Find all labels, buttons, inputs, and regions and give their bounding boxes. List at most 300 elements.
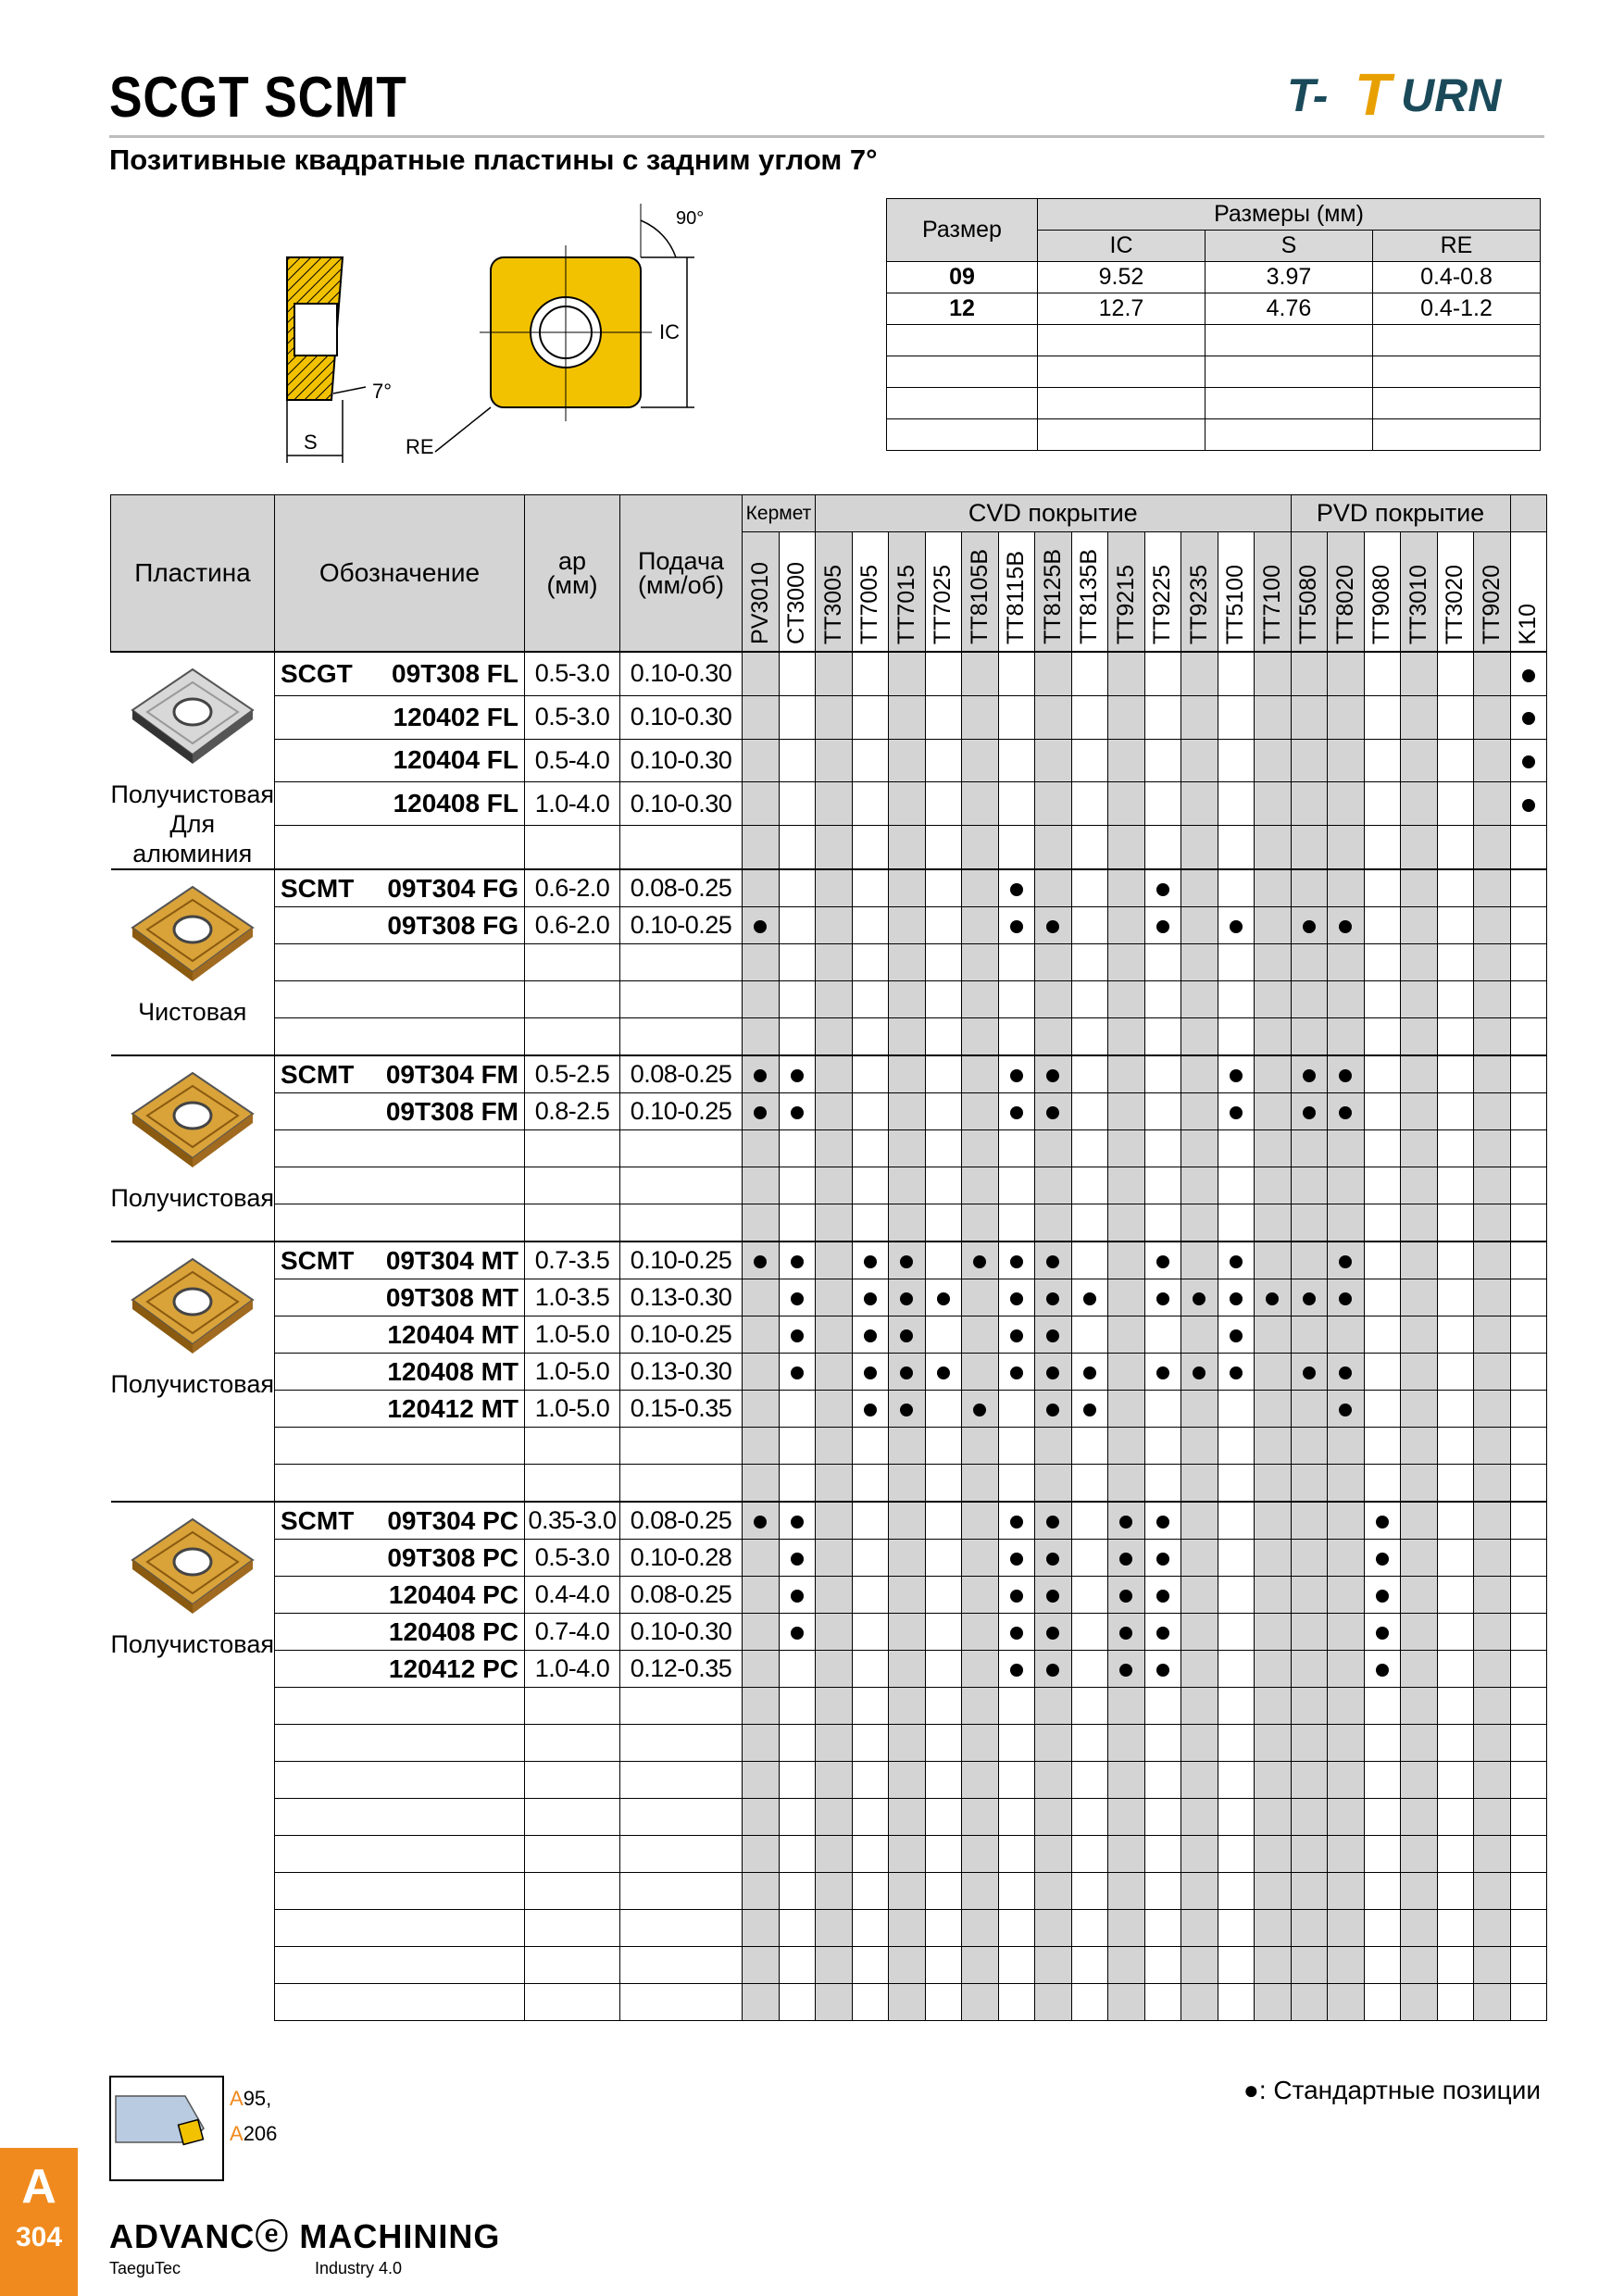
designation-code[interactable]: 120408 MT [387,1356,518,1386]
designation-cell [275,1204,525,1242]
designation-code[interactable]: 120412 PC [388,1653,518,1683]
ap-cell: 1.0-3.5 [525,1279,620,1316]
grade-cell [1144,739,1181,782]
grade-cell [1328,1836,1365,1873]
designation-cell [275,1577,525,1614]
grade-cell [925,1279,962,1316]
grade-cell [1255,1428,1292,1465]
standard-dot-icon [1156,1516,1169,1529]
table-row [111,1947,1547,1984]
grade-cell [962,1799,999,1836]
grade-cell [779,1688,816,1725]
grade-cell [1437,1947,1474,1984]
grade-cell [1035,1465,1072,1503]
table-row [111,652,1547,695]
standard-dot-icon [791,1553,804,1566]
standard-dot-icon [1376,1553,1389,1566]
table-row [111,944,1547,981]
dim-row-ic: 9.52 [1038,262,1206,293]
grade-cell [962,1055,999,1093]
grade-cell [852,1316,889,1354]
dim-col-s: S [1206,231,1373,262]
grade-cell [998,1167,1035,1204]
grade-cell [1181,826,1218,869]
designation-code[interactable]: 09T304 FM [385,1059,518,1089]
grade-cell [1401,1204,1438,1242]
grade-cell [1364,1836,1401,1873]
grade-cell [925,1130,962,1167]
standard-dot-icon [1083,1366,1096,1379]
grade-cell [1401,1354,1438,1391]
grade-cell [1218,826,1255,869]
grade-cell [1328,1651,1365,1688]
grade-cell [1181,1354,1218,1391]
grade-cell [1474,1577,1511,1614]
grade-cell [1071,1577,1108,1614]
standard-dot-icon [791,1329,804,1342]
grade-cell [779,1242,816,1279]
grade-cell [1218,1799,1255,1836]
grade-cell [816,1093,853,1130]
grade-cell [962,695,999,739]
grade-cell [1218,981,1255,1018]
grade-cell [925,826,962,869]
grade-cell [743,1651,780,1688]
grade-cell [1144,1055,1181,1093]
designation-cell [275,1242,525,1279]
grade-label: TT7100 [1258,564,1285,644]
grade-cell [889,652,926,695]
designation-code[interactable]: 09T308 MT [385,1282,518,1312]
standard-dot-icon [1010,1106,1023,1119]
designation-code[interactable]: 09T308 FL [392,658,518,688]
insert-photo-icon [123,662,262,773]
grade-cell [1255,1018,1292,1056]
grade-cell [1255,1725,1292,1762]
brand-right-text: Industry 4.0 [315,2259,403,2277]
grade-cell [779,1651,816,1688]
grade-cell [925,1614,962,1651]
grade-cell [779,1391,816,1428]
standard-dot-icon [1010,1292,1023,1305]
grade-cell [852,652,889,695]
grade-cell [852,1651,889,1688]
grade-cell [962,1910,999,1947]
grade-cell [1474,695,1511,739]
grade-label: TT8105B [966,549,993,644]
grade-cell [1255,1984,1292,2021]
designation-code[interactable]: 09T304 FG [387,873,518,903]
grade-cell [1218,1465,1255,1503]
feed-cell: 0.12-0.35 [620,1651,743,1688]
grade-cell [1364,1279,1401,1316]
grade-cell [1144,1428,1181,1465]
grade-header [925,532,962,653]
feed-cell: 0.10-0.30 [620,739,743,782]
grade-cell [1144,1391,1181,1428]
grade-cell [1328,1799,1365,1836]
designation-code[interactable]: 09T308 FG [387,910,518,940]
grade-cell [925,1651,962,1688]
grade-cell [1510,1204,1547,1242]
grade-cell [889,1910,926,1947]
grade-cell [1328,981,1365,1018]
designation-code[interactable]: 09T308 PC [387,1542,518,1572]
grade-cell [1364,1577,1401,1614]
grade-cell [1108,1465,1145,1503]
grade-cell [1401,981,1438,1018]
grade-cell [1364,1502,1401,1540]
grade-cell [852,1502,889,1540]
grade-cell [1437,907,1474,944]
grade-header [1071,532,1108,653]
grade-cell [1401,695,1438,739]
grade-cell [1401,1428,1438,1465]
grade-cell [852,1984,889,2021]
grade-cell [1437,1688,1474,1725]
grade-cell [889,869,926,907]
ref-number[interactable]: 95, [243,2087,272,2110]
grade-cell [1255,739,1292,782]
ap-cell [525,981,620,1018]
grade-cell [1181,1316,1218,1354]
table-row [111,907,1547,944]
ap-cell: 1.0-5.0 [525,1316,620,1354]
grade-cell [1401,1836,1438,1873]
designation-code[interactable]: 120404 FL [393,745,518,775]
grade-cell [1181,1873,1218,1910]
grade-cell [1364,1167,1401,1204]
designation-code[interactable]: 120404 MT [387,1319,518,1349]
toolholder-reference-icon [109,2076,224,2181]
grade-cell [1401,1651,1438,1688]
standard-dot-icon [1046,920,1059,933]
grade-cell [1108,907,1145,944]
grade-cell [1218,695,1255,739]
grade-cell [1218,1354,1255,1391]
grade-cell [1474,1984,1511,2021]
grade-cell [1474,826,1511,869]
grade-cell [1071,1242,1108,1279]
standard-dot-icon [1046,1590,1059,1603]
insert-image-cell [111,1055,275,1242]
insert-type-line: Получистовая [110,780,274,808]
grade-cell [1510,1984,1547,2021]
grade-cell [1328,907,1365,944]
grade-cell [852,1279,889,1316]
page-title: SCGT SCMT [109,66,407,130]
grade-cell [1328,1465,1365,1503]
feed-cell [620,1873,743,1910]
grade-cell [1291,1540,1328,1577]
grade-cell [1255,1279,1292,1316]
grade-cell [1071,1502,1108,1540]
grade-cell [1035,1725,1072,1762]
grade-label: TT5080 [1295,564,1322,644]
grade-cell [779,782,816,826]
ap-cell [525,944,620,981]
grade-cell [1291,1391,1328,1428]
grade-cell [1181,1204,1218,1242]
designation-cell [275,1651,525,1688]
table-row [111,1055,1547,1093]
col-feed-header [620,495,743,653]
grade-cell [1510,1614,1547,1651]
grade-cell [998,1910,1035,1947]
grade-cell [1255,1242,1292,1279]
grade-header [962,532,999,653]
designation-code[interactable]: 09T304 MT [385,1245,518,1275]
grade-cell [1401,1502,1438,1540]
grade-cell [1218,1873,1255,1910]
designation-cell [275,1316,525,1354]
grade-cell [925,1725,962,1762]
legend-standard-items: ●: Стандартные позиции [1243,2076,1541,2104]
grade-cell [889,1465,926,1503]
grade-cell [1291,1130,1328,1167]
grade-cell [889,1279,926,1316]
grade-cell [1437,981,1474,1018]
grade-cell [1255,782,1292,826]
grade-cell [925,907,962,944]
grade-cell [1364,1055,1401,1093]
feed-cell: 0.10-0.30 [620,1614,743,1651]
grade-cell [1328,1502,1365,1540]
ref-number[interactable]: 206 [243,2122,278,2145]
grade-cell [1255,1354,1292,1391]
grade-cell [852,782,889,826]
grade-cell [779,1910,816,1947]
grade-cell [1035,1910,1072,1947]
grade-header [1401,532,1438,653]
insert-image-cell [111,652,275,869]
grade-cell [779,1502,816,1540]
grade-cell [1144,1204,1181,1242]
grade-cell [998,826,1035,869]
t-turn-logo [1282,63,1551,128]
grade-cell [1144,1167,1181,1204]
grade-cell [1218,1651,1255,1688]
grade-cell [1071,652,1108,695]
grade-cell [743,1725,780,1762]
page-subtitle: Позитивные квадратные пластины с задним углом 7° [109,144,878,176]
grade-cell [1328,1018,1365,1056]
grade-cell [816,1502,853,1540]
group-pvd-header: PVD покрытие [1291,495,1510,532]
grade-cell [743,1836,780,1873]
grade-label: TT7005 [856,564,883,644]
grade-cell [1181,1984,1218,2021]
grade-cell [779,1465,816,1503]
ap-cell [525,1836,620,1873]
grade-cell [1364,1204,1401,1242]
grade-cell [998,1130,1035,1167]
feed-cell [620,1130,743,1167]
grade-cell [889,1130,926,1167]
col-insert-header: Пластина [111,495,275,653]
feed-cell [620,1204,743,1242]
standard-dot-icon [1083,1404,1096,1416]
grade-cell [1510,1540,1547,1577]
grade-cell [1364,1651,1401,1688]
grade-cell [962,826,999,869]
grade-cell [1218,1279,1255,1316]
standard-dot-icon [864,1404,877,1416]
feed-cell: 0.13-0.30 [620,1279,743,1316]
grade-cell [1108,1428,1145,1465]
insert-photo-icon [123,1512,262,1623]
grade-cell [1181,1836,1218,1873]
section-tab[interactable] [0,2148,78,2296]
grade-cell [1364,1354,1401,1391]
grade-cell [1144,944,1181,981]
grade-cell [1437,1502,1474,1540]
insert-type-line: Чистовая [138,998,247,1026]
grade-cell [816,1391,853,1428]
grade-cell [1035,1167,1072,1204]
designation-code[interactable]: 120408 FL [393,789,518,818]
ap-cell [525,1688,620,1725]
grade-label: TT9080 [1368,564,1395,644]
s-label: S [304,430,318,454]
grade-cell [1328,1354,1365,1391]
table-row [111,1762,1547,1799]
grade-cell [1144,1725,1181,1762]
designation-code[interactable]: 09T308 FM [385,1096,518,1126]
grade-cell [925,1093,962,1130]
designation-code[interactable]: 120402 FL [393,702,518,731]
relief-angle-label: 7° [372,380,393,403]
grade-cell [1144,1540,1181,1577]
grade-cell [1181,944,1218,981]
feed-cell [620,1465,743,1503]
designation-code[interactable]: 120408 PC [388,1616,518,1646]
grade-cell [1364,1947,1401,1984]
grade-cell [1291,1316,1328,1354]
grade-cell [1255,1167,1292,1204]
grade-cell [962,1651,999,1688]
designation-code[interactable]: 120404 PC [388,1579,518,1609]
grade-cell [852,1093,889,1130]
grade-cell [743,739,780,782]
grade-cell [1291,1093,1328,1130]
grade-cell [1364,869,1401,907]
ap-cell: 1.0-5.0 [525,1391,620,1428]
grade-cell [852,1799,889,1836]
grade-cell [1181,1799,1218,1836]
grade-cell [1401,1279,1438,1316]
grade-cell [852,1167,889,1204]
grade-header [816,532,853,653]
grade-cell [1144,1984,1181,2021]
grade-cell [743,782,780,826]
designation-cell [275,1947,525,1984]
grade-cell [1255,869,1292,907]
grade-cell [852,1130,889,1167]
grade-cell [1255,981,1292,1018]
standard-dot-icon [1010,1553,1023,1566]
table-row [111,739,1547,782]
grade-cell [1144,1465,1181,1503]
grade-cell [925,1204,962,1242]
designation-cell [275,1167,525,1204]
grade-cell [1255,1577,1292,1614]
grade-cell [1035,1614,1072,1651]
grade-cell [1474,1130,1511,1167]
grade-cell [962,1316,999,1354]
grade-cell [852,907,889,944]
grade-cell [852,1725,889,1762]
grade-cell [743,1055,780,1093]
ap-cell: 0.4-4.0 [525,1577,620,1614]
designation-cell [275,1279,525,1316]
grade-cell [925,1055,962,1093]
grade-cell [1510,1093,1547,1130]
grade-cell [1328,695,1365,739]
grade-cell [1181,1614,1218,1651]
grade-cell [1437,1799,1474,1836]
grade-cell [1255,1093,1292,1130]
grade-cell [743,1540,780,1577]
grade-cell [743,1688,780,1725]
grade-cell [1218,1762,1255,1799]
grade-cell [1035,739,1072,782]
grade-cell [889,1725,926,1762]
grade-cell [1071,1688,1108,1725]
grade-cell [816,1540,853,1577]
grade-cell [852,1762,889,1799]
grade-cell [1181,907,1218,944]
grade-cell [1035,1093,1072,1130]
title-rule [109,135,1544,138]
grade-cell [1437,1651,1474,1688]
grade-cell [1181,1242,1218,1279]
standard-dot-icon [791,1516,804,1529]
grade-cell [1218,1910,1255,1947]
grade-cell [1510,944,1547,981]
grade-cell [816,652,853,695]
grade-cell [1364,1130,1401,1167]
feed-cell [620,1428,743,1465]
standard-dot-icon [754,1106,767,1119]
grade-cell [1144,1614,1181,1651]
grade-cell [998,1502,1035,1540]
grade-cell [1364,1614,1401,1651]
grade-cell [1291,1762,1328,1799]
grade-cell [779,1984,816,2021]
standard-dot-icon [1193,1366,1206,1379]
grade-cell [743,1316,780,1354]
grade-cell [1474,1167,1511,1204]
standard-dot-icon [1119,1590,1132,1603]
feed-cell [620,1167,743,1204]
grade-cell [1108,1762,1145,1799]
grade-cell [1291,1910,1328,1947]
designation-code[interactable]: 120412 MT [387,1393,518,1423]
designation-code[interactable]: 09T304 PC [387,1505,518,1535]
standard-dot-icon [1010,1664,1023,1677]
grade-cell [1437,1577,1474,1614]
table-row [111,1502,1547,1540]
standard-dot-icon [1303,1366,1316,1379]
grade-cell [779,1093,816,1130]
grade-cell [852,944,889,981]
grade-cell [1474,1316,1511,1354]
grade-cell [779,1428,816,1465]
grade-cell [1510,1055,1547,1093]
standard-dot-icon [1376,1664,1389,1677]
grade-cell [743,1984,780,2021]
